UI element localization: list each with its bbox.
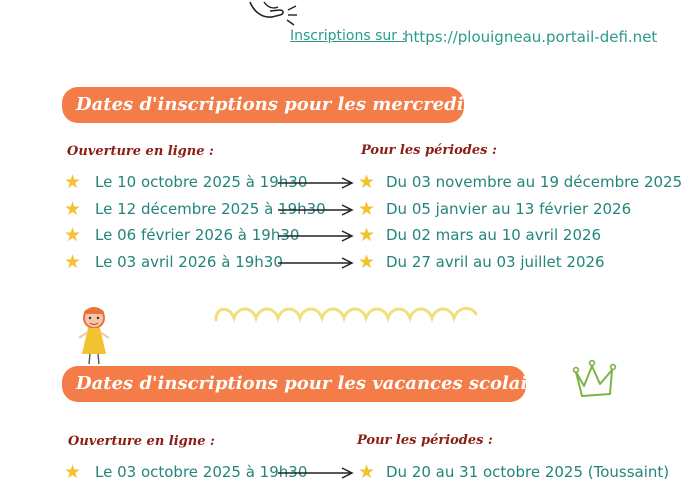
arrow-icon [276, 257, 356, 269]
opening-date: Le 03 avril 2026 à 19h30 [95, 252, 283, 271]
date-row [0, 199, 690, 223]
girl-drawing-icon [76, 304, 114, 366]
period-range: Du 02 mars au 10 avril 2026 [386, 226, 602, 244]
wave-divider [212, 300, 480, 328]
date-row [0, 225, 690, 249]
date-row [0, 252, 690, 276]
arrow-icon [276, 204, 356, 216]
mercredis-banner: Dates d'inscriptions pour les mercredis : [62, 87, 464, 123]
arrow-icon [276, 230, 356, 242]
opening-date: Le 12 décembre 2025 à 19h30 [95, 199, 326, 218]
period-range: Du 03 novembre au 19 décembre 2025 [386, 173, 683, 191]
star-icon: ★ [358, 224, 376, 246]
star-icon: ★ [358, 197, 376, 220]
star-icon: ★ [358, 171, 376, 193]
date-row [0, 462, 690, 486]
pointing-hand-icon [244, 0, 300, 28]
star-icon: ★ [64, 171, 82, 193]
arrow-icon [276, 467, 356, 479]
opening-date: Le 03 octobre 2025 à 19h30 [95, 463, 308, 481]
mercredis-opening-heading: Ouverture en ligne : [67, 144, 214, 159]
period-range: Du 05 janvier au 13 février 2026 [386, 199, 632, 218]
opening-date: Le 10 octobre 2025 à 19h30 [95, 173, 308, 191]
star-icon: ★ [358, 250, 376, 273]
date-row [0, 172, 690, 196]
star-icon: ★ [64, 224, 82, 246]
period-range: Du 27 avril au 03 juillet 2026 [386, 252, 605, 271]
vacances-banner: Dates d'inscriptions pour les vacances scolaires : [62, 366, 526, 402]
star-icon: ★ [64, 250, 82, 273]
crown-icon [570, 356, 620, 402]
star-icon: ★ [64, 461, 82, 483]
vacances-opening-heading: Ouverture en ligne : [68, 434, 215, 449]
mercredis-periods-heading: Pour les périodes : [361, 143, 497, 158]
opening-date: Le 06 février 2026 à 19h30 [95, 226, 300, 244]
vacances-periods-heading: Pour les périodes : [357, 433, 493, 448]
portal-link[interactable]: https://plouigneau.portail-defi.net [404, 28, 658, 46]
arrow-icon [276, 177, 356, 189]
star-icon: ★ [64, 197, 82, 220]
period-range: Du 20 au 31 octobre 2025 (Toussaint) [386, 463, 670, 481]
inscriptions-label: Inscriptions sur : [290, 28, 407, 44]
star-icon: ★ [358, 461, 376, 483]
